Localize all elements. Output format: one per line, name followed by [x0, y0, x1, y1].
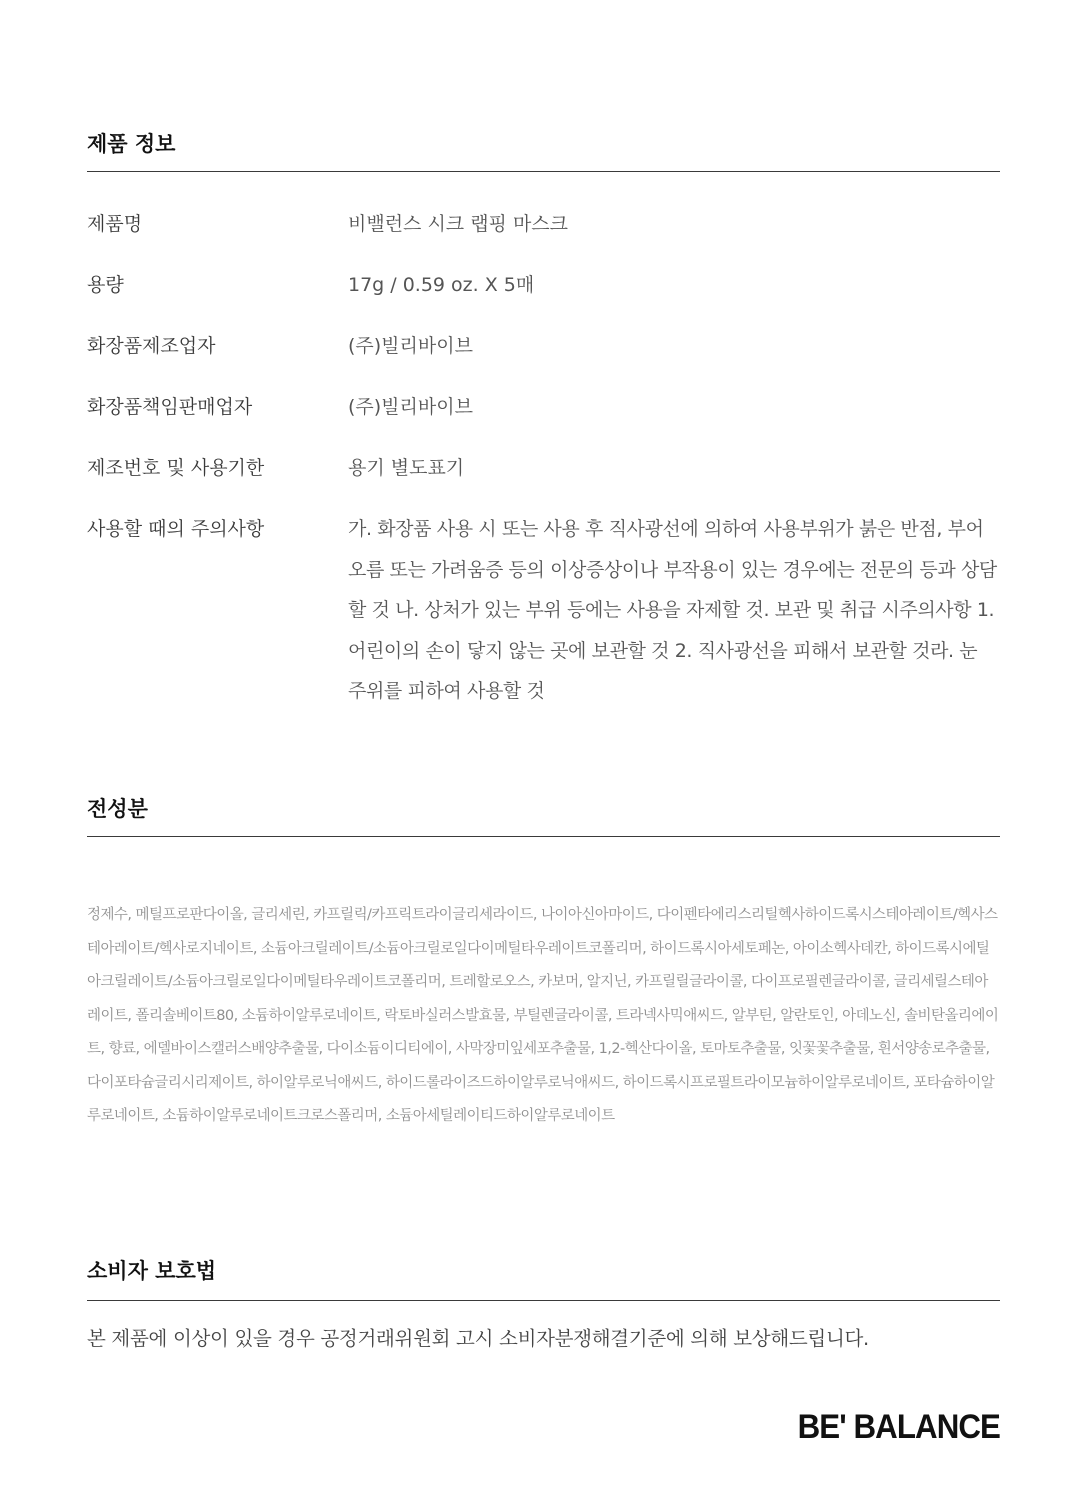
info-row-lot-expiry	[87, 454, 1000, 483]
info-value: (주)빌리바이브	[348, 396, 473, 418]
info-value: 17g / 0.59 oz. X 5매	[348, 274, 535, 296]
info-label: 용량	[87, 274, 124, 296]
ingredients-title: 전성분	[87, 797, 148, 821]
product-info-divider	[87, 171, 1000, 172]
product-info-section	[87, 134, 1000, 744]
consumer-protection-section	[87, 1261, 1000, 1352]
info-value: 비밸런스 시크 랩핑 마스크	[348, 213, 569, 235]
consumer-protection-text: 본 제품에 이상이 있을 경우 공정거래위원회 고시 소비자분쟁해결기준에 의해 보상해드립니다.	[87, 1327, 869, 1350]
consumer-protection-title: 소비자 보호법	[87, 1259, 217, 1283]
info-label: 화장품책임판매업자	[87, 396, 253, 418]
info-label: 화장품제조업자	[87, 335, 216, 357]
info-label: 제품명	[87, 213, 143, 235]
info-row-volume	[87, 271, 1000, 300]
ingredients-section	[87, 799, 1000, 1134]
info-value: 용기 별도표기	[348, 457, 465, 479]
info-label: 제조번호 및 사용기한	[87, 457, 265, 479]
info-value: (주)빌리바이브	[348, 335, 473, 357]
product-info-title: 제품 정보	[87, 132, 176, 156]
ingredients-divider	[87, 836, 1000, 837]
info-row-product-name	[87, 210, 1000, 239]
consumer-protection-divider	[87, 1300, 1000, 1301]
info-row-distributor	[87, 393, 1000, 422]
product-info-table	[87, 210, 1000, 712]
info-label: 사용할 때의 주의사항	[87, 518, 265, 540]
info-value: 가. 화장품 사용 시 또는 사용 후 직사광선에 의하여 사용부위가 붉은 반점, 부어오름 또는 가려움증 등의 이상증상이나 부작용이 있는 경우에는 전문의 등과 상담 할 것 나. 상처가 있는 부위 등에는 사용을 자제할 것. 보관 및 취급 시주의사항 1. 어린이의 손이 닿지 않는 곳에 보관할 것 2. 직사광선을 피해서 보관할 것라. 눈 주위를 피하여 사용할 것	[348, 518, 997, 702]
ingredients-list: 정제수, 메틸프로판다이올, 글리세린, 카프릴릭/카프릭트라이글리세라이드, 나이아신아마이드, 다이펜타에리스리틸헥사하이드록시스테아레이트/헥사스테아레이트/헥사로지네이트, 소듐아크릴레이트/소듐아크릴로일다이메틸타우레이트코폴리머, 하이드록시아세토페논, 아이소헥사데칸, 하이드록시에틸아크릴레이트/소듐아크릴로일다이메틸타우레이트코폴리머, 트레할로오스, 카보머, 알지닌, 카프릴릴글라이콜, 다이프로필렌글라이콜, 글리세릴스테아레이트, 폴리솔베이트80, 소듐하이알루로네이트, 락토바실러스발효물, 부틸렌글라이콜, 트라넥사믹애씨드, 알부틴, 알란토인, 아데노신, 솔비탄올리에이트, 향료, 에델바이스캘러스배양추출물, 다이소듐이디티에이, 사막장미잎세포추출물, 1,2-헥산다이올, 토마토추출물, 잇꽃꽃추출물, 흰서양송로추출물, 다이포타슘글리시리제이트, 하이알루로닉애씨드, 하이드롤라이즈드하이알루로닉애씨드, 하이드록시프로필트라이모늄하이알루로네이트, 포타슘하이알루로네이트, 소듐하이알루로네이트크로스폴리머, 소듐아세틸레이티드하이알루로네이트	[87, 907, 999, 1124]
brand-logo: BE' BALANCE	[797, 1408, 1000, 1446]
info-row-precautions	[87, 515, 1000, 712]
info-row-manufacturer	[87, 332, 1000, 361]
